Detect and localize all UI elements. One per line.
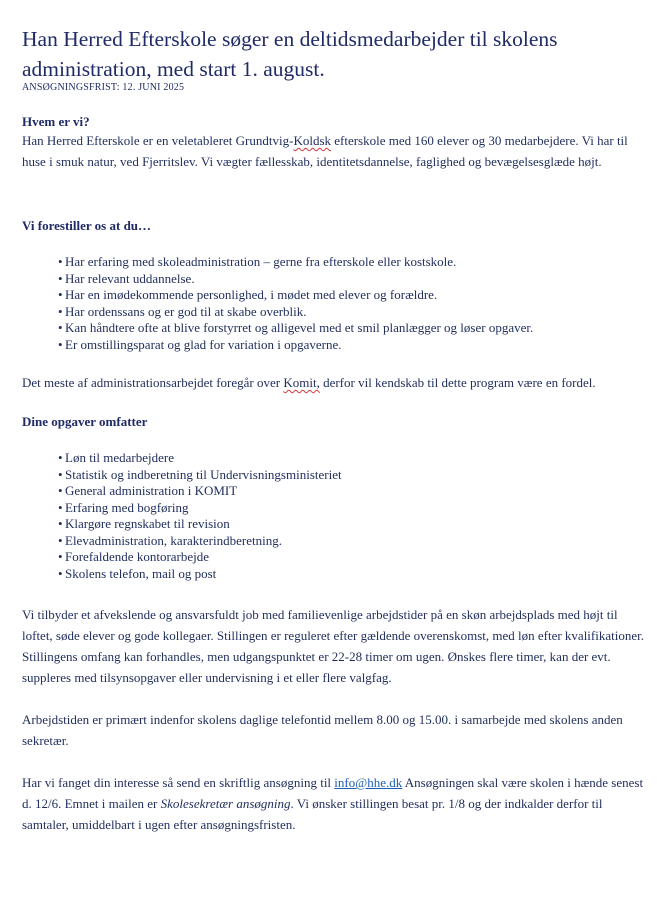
list-item: • Er omstillingsparat og glad for variation i opgaverne. xyxy=(58,337,657,354)
list-item: • Statistik og indberetning til Undervisningsministeriet xyxy=(58,467,657,484)
offer-paragraph: Vi tilbyder et afvekslende og ansvarsfuldt job med familievenlige arbejdstider på en skøn arbejdsplads med højt til loftet, søde elever og gode kollegaer. Stillingen er reguleret efter gældende overenskomst, med løn efter kvalifikationer. Stillingens omfang kan forhandles, men udgangspunktet er 22-28 timer om ugen. Ønskes flere timer, kan der evt. suppleres med tilsynsopgaver eller undervisning i et eller flere valgfag. xyxy=(22,607,644,685)
apply-text-c: . Vi ønsker stillingen besat pr. 1/8 og der indkalder derfor til samtaler, umiddelbart i ugen efter ansøgningsfristen. xyxy=(22,796,603,832)
about-heading: Hvem er vi? xyxy=(22,114,90,129)
list-item: • Kan håndtere ofte at blive forstyrret og alligevel med et smil planlægger og løser opgaver. xyxy=(58,320,657,337)
komit-text-b: derfor vil kendskab til dette program være en fordel. xyxy=(319,375,596,390)
email-link[interactable]: info@hhe.dk xyxy=(334,775,403,790)
tasks-heading: Dine opgaver omfatter xyxy=(22,414,148,429)
about-text-b: efterskole med 160 elever og 30 medarbejdere. Vi har til huse i smuk natur, ved Fjerritslev. Vi vægter fællesskab, identitetsdannelse, faglighed og bevægelsesglæde højt. xyxy=(22,133,628,169)
list-item: • Har erfaring med skoleadministration – gerne fra efterskole eller kostskole. xyxy=(58,254,657,271)
list-item: • Har relevant uddannelse. xyxy=(58,271,657,288)
about-spellcheck-word: Koldsk xyxy=(293,133,331,148)
komit-spellcheck-word: Komit, xyxy=(283,375,320,390)
list-item: • Løn til medarbejdere xyxy=(58,450,657,467)
list-item: • Forefaldende kontorarbejde xyxy=(58,549,657,566)
about-paragraph xyxy=(22,130,644,172)
page-title: Han Herred Efterskole søger en deltidsmedarbejder til skolens administration, med start 1. august. xyxy=(22,27,558,81)
application-deadline: ANSØGNINGSFRIST: 12. JUNI 2025 xyxy=(22,82,185,93)
about-text-a: Han Herred Efterskole er en veletableret Grundtvig- xyxy=(22,133,294,148)
tasks-list xyxy=(22,450,657,582)
list-item: • Skolens telefon, mail og post xyxy=(58,566,657,583)
apply-text-a: Har vi fanget din interesse så send en skriftlig ansøgning til xyxy=(22,775,335,790)
list-item: • Har en imødekommende personlighed, i mødet med elever og forældre. xyxy=(58,287,657,304)
email-subject: Skolesekretær ansøgning xyxy=(160,796,291,811)
profile-heading: Vi forestiller os at du… xyxy=(22,218,152,233)
komit-text-a: Det meste af administrationsarbejdet foregår over xyxy=(22,375,284,390)
list-item: • Klargøre regnskabet til revision xyxy=(58,516,657,533)
list-item: • Elevadministration, karakterindberetning. xyxy=(58,533,657,550)
hours-paragraph: Arbejdstiden er primært indenfor skolens daglige telefontid mellem 8.00 og 15.00. i samarbejde med skolens anden sekretær. xyxy=(22,712,623,748)
list-item: • Erfaring med bogføring xyxy=(58,500,657,517)
list-item: • Har ordenssans og er god til at skabe overblik. xyxy=(58,304,657,321)
apply-text-b: Ansøgningen skal være skolen i hænde senest d. 12/6. Emnet i mailen er xyxy=(22,775,644,811)
profile-list xyxy=(22,254,657,353)
apply-paragraph xyxy=(22,772,644,835)
list-item: • General administration i KOMIT xyxy=(58,483,657,500)
komit-paragraph xyxy=(22,372,644,393)
